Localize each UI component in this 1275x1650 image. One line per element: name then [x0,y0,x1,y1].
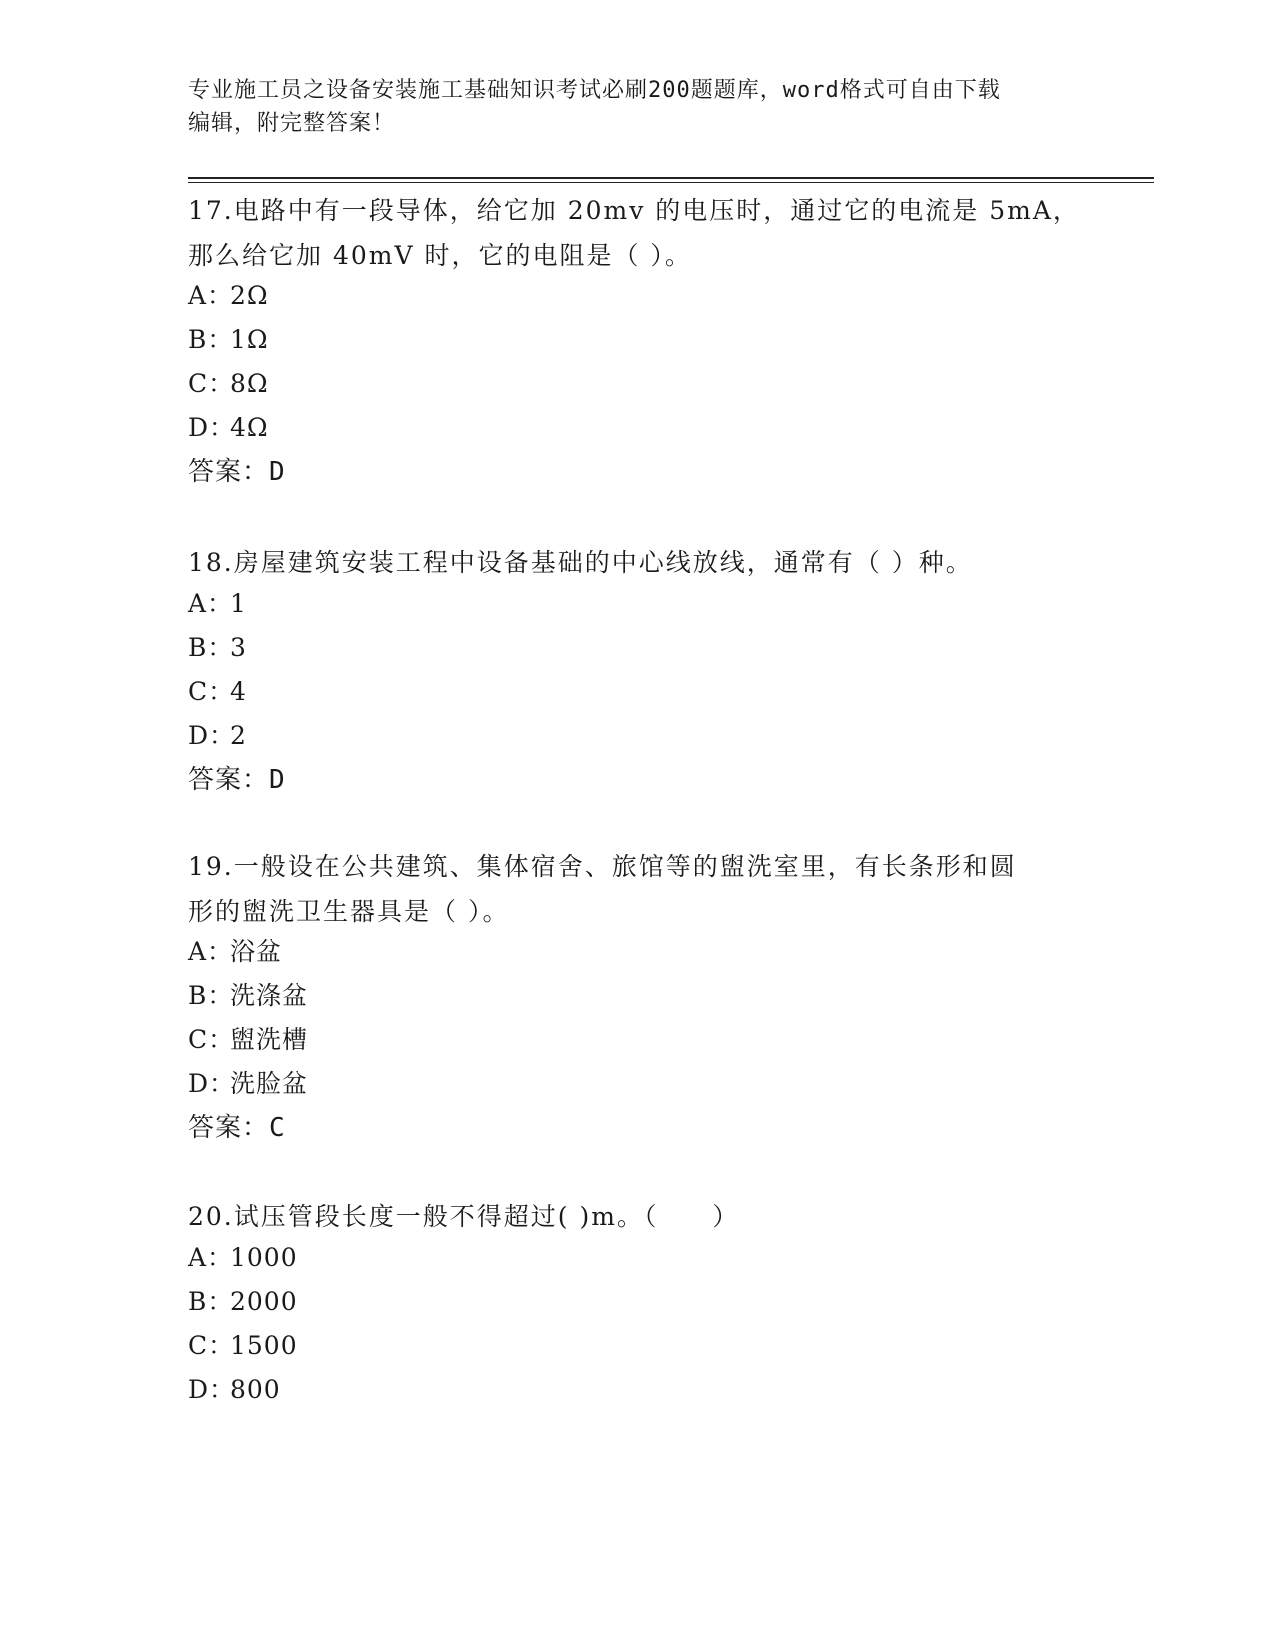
option-value: 4 [230,677,247,706]
question-17-option-c [188,368,269,400]
option-key: C： [188,369,235,398]
question-20-option-d [188,1374,281,1406]
question-17-option-a [188,280,269,312]
question-19-answer: 答案：C [188,1113,286,1143]
question-18-text [188,540,1088,585]
option-key: C： [188,1331,235,1360]
header-divider-thick [188,177,1154,179]
option-key: B： [188,1287,234,1316]
option-value: 洗涤盆 [230,981,309,1010]
question-20-text [188,1194,1088,1239]
option-value: 8Ω [230,369,269,398]
option-key: A： [188,589,234,618]
question-20-option-c [188,1330,298,1362]
option-key: D： [188,721,236,750]
option-value: 浴盆 [230,937,283,966]
option-value: 3 [230,633,247,662]
option-value: 1Ω [230,325,269,354]
question-19-text [188,844,1088,934]
option-value: 1 [230,589,247,618]
question-20-option-b [188,1286,298,1318]
option-key: C： [188,1025,235,1054]
option-key: A： [188,1243,234,1272]
option-key: B： [188,633,234,662]
option-value: 1500 [230,1331,298,1360]
question-17-option-d [188,412,269,444]
option-key: D： [188,1069,236,1098]
option-key: B： [188,325,234,354]
option-key: D： [188,1375,236,1404]
question-text-line: 19.一般设在公共建筑、集体宿舍、旅馆等的盥洗室里，有长条形和圆 [188,852,1017,881]
question-text-line: 那么给它加 40mV 时，它的电阻是（ ）。 [188,241,692,270]
option-value: 2 [230,721,247,750]
question-19-option-a [188,936,282,968]
question-20-option-a [188,1242,298,1274]
question-text-line: 形的盥洗卫生器具是（ ）。 [188,897,510,926]
option-key: C： [188,677,235,706]
question-18-option-a [188,588,247,620]
header-title-line-1: 专业施工员之设备安装施工基础知识考试必刷200题题库，word格式可自由下载 [188,78,1001,103]
question-text-line: 17.电路中有一段导体，给它加 20mv 的电压时，通过它的电流是 5mA， [188,196,1080,225]
question-17-option-b [188,324,269,356]
option-value: 1000 [230,1243,298,1272]
question-18-option-b [188,632,247,664]
question-19-option-d [188,1068,308,1100]
header-title-line-2: 编辑，附完整答案！ [188,111,396,136]
option-value: 800 [230,1375,281,1404]
option-key: A： [188,937,234,966]
header-divider-thin [188,182,1154,183]
option-value: 盥洗槽 [230,1025,309,1054]
document-header [188,74,1088,140]
option-key: D： [188,413,236,442]
question-18-answer: 答案：D [188,765,286,795]
option-value: 4Ω [230,413,269,442]
option-value: 2Ω [230,281,269,310]
option-value: 2000 [230,1287,298,1316]
question-text-line: 20.试压管段长度一般不得超过( )m。（ ） [188,1202,740,1231]
option-key: A： [188,281,234,310]
question-17-answer: 答案：D [188,457,286,487]
question-17-text [188,188,1088,278]
question-19-option-b [188,980,308,1012]
question-19-option-c [188,1024,308,1056]
question-18-option-c [188,676,247,708]
question-18-option-d [188,720,247,752]
question-text-line: 18.房屋建筑安装工程中设备基础的中心线放线，通常有（ ）种。 [188,548,973,577]
option-value: 洗脸盆 [230,1069,309,1098]
option-key: B： [188,981,234,1010]
